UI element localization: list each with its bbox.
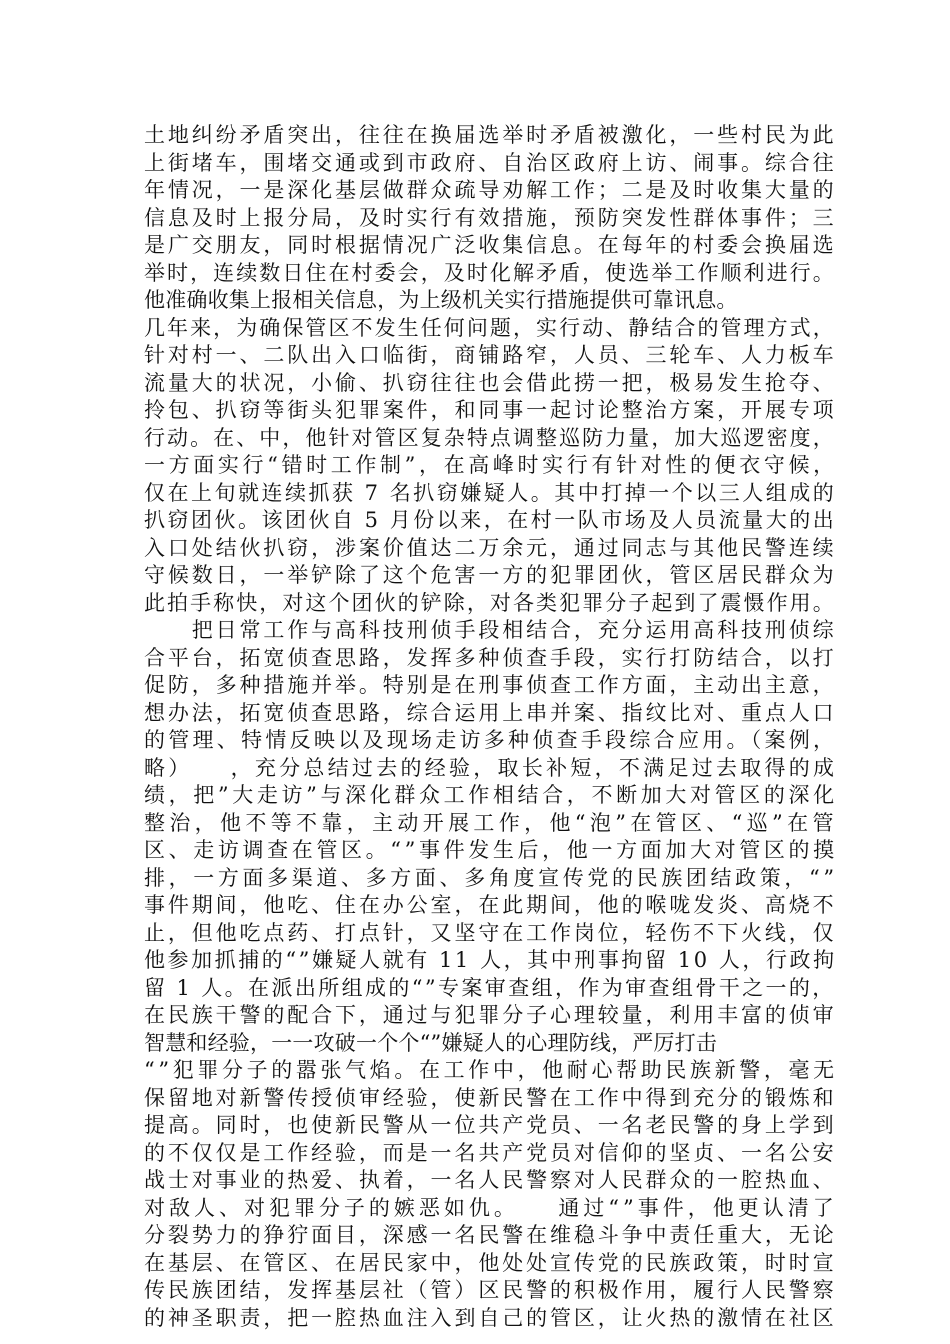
text-line: 行动。在、中，他针对管区复杂特点调整巡防力量，加大巡逻密度，: [144, 425, 836, 450]
text-line: 在民族干警的配合下，通过与犯罪分子心理较量，利用丰富的侦审: [144, 1003, 837, 1027]
text-line: 整治，他不等不靠，主动开展工作，他“泡”在管区、“巡”在管: [144, 810, 838, 835]
text-line: 保留地对新警传授侦审经验，使新民警在工作中得到充分的锻炼和: [144, 1085, 837, 1110]
text-line: 举时，连续数日住在村委会，及时化解矛盾，使选举工作顺利进行。: [144, 260, 836, 285]
text-line: 针对村一、二队出入口临街，商铺路窄，人员、三轮车、人力板车: [144, 343, 837, 367]
text-line: 拎包、扒窃等街头犯罪案件，和同事一起讨论整治方案，开展专项: [144, 398, 837, 422]
text-line: 的不仅仅是工作经验，而是一名共产党员对信仰的坚贞、一名公安: [144, 1140, 837, 1165]
text-line: 此拍手称快，对这个团伙的铲除，对各类犯罪分子起到了震慑作用。: [144, 590, 836, 615]
text-line: 合平台，拓宽侦查思路，发挥多种侦查手段，实行打防结合，以打: [144, 645, 837, 670]
text-line: 的神圣职责，把一腔热血注入到自己的管区，让火热的激情在社区: [144, 1305, 837, 1330]
text-line: 留 1 人。在派出所组成的“”专案审查组，作为审查组骨干之一的，: [144, 975, 836, 1000]
text-line: 信息及时上报分局，及时实行有效措施，预防突发性群体事件；三: [144, 205, 837, 230]
text-line: 扒窃团伙。该团伙自 5 月份以来，在村一队市场及人员流量大的出: [144, 508, 837, 532]
text-line: 略） ，充分总结过去的经验，取长补短，不满足过去取得的成: [144, 755, 838, 780]
text-line: 他参加抓捕的“”嫌疑人就有 11 人，其中刑事拘留 10 人，行政拘: [144, 948, 837, 972]
text-line: 土地纠纷矛盾突出，往往在换届选举时矛盾被激化，一些村民为此: [144, 123, 837, 147]
text-line: 是广交朋友，同时根据情况广泛收集信息。在每年的村委会换届选: [144, 233, 837, 257]
text-line: 把日常工作与高科技刑侦手段相结合，充分运用高科技刑侦综: [144, 618, 837, 642]
text-line: 他准确收集上报相关信息，为上级机关实行措施提供可靠讯息。: [144, 288, 738, 312]
text-line: 仅在上旬就连续抓获 7 名扒窃嫌疑人。其中打掉一个以三人组成的: [144, 480, 837, 505]
text-line: “”犯罪分子的嚣张气焰。在工作中，他耐心帮助民族新警，毫无: [144, 1058, 838, 1082]
body-text: [144, 122, 838, 1332]
text-line: 区、走访调查在管区。“”事件发生后，他一方面加大对管区的摸: [144, 838, 838, 862]
text-line: 分裂势力的狰狞面目，深感一名民警在维稳斗争中责任重大，无论: [144, 1223, 837, 1247]
text-line: 传民族团结，发挥基层社（管）区民警的积极作用，履行人民警察: [144, 1278, 837, 1302]
text-line: 促防，多种措施并举。特别是在刑事侦查工作方面，主动出主意，: [144, 673, 837, 697]
text-line: 一方面实行“错时工作制”，在高峰时实行有针对性的便衣守候，: [144, 453, 838, 477]
text-line: 提高。同时，也使新民警从一位共产党员、一名老民警的身上学到: [144, 1113, 837, 1137]
text-line: 守候数日，一举铲除了这个危害一方的犯罪团伙，管区居民群众为: [144, 563, 837, 587]
text-line: 对敌人、对犯罪分子的嫉恶如仇。 通过“”事件，他更认清了: [144, 1195, 838, 1220]
text-line: 的管理、特情反映以及现场走访多种侦查手段综合应用。（案例，: [144, 728, 838, 752]
text-line: 绩，把”大走访”与深化群众工作相结合，不断加大对管区的深化: [144, 783, 838, 807]
text-line: 止，但他吃点药、打点针，又坚守在工作岗位，轻伤不下火线，仅: [144, 920, 837, 945]
text-line: 上街堵车，围堵交通或到市政府、自治区政府上访、闹事。综合往: [144, 150, 837, 175]
text-line: 战士对事业的热爱、执着，一名人民警察对人民群众的一腔热血、: [144, 1168, 837, 1192]
text-line: 想办法，拓宽侦查思路，综合运用上串并案、指纹比对、重点人口: [144, 700, 837, 725]
text-line: 智慧和经验，一一攻破一个个“”嫌疑人的心理防线，严厉打击: [144, 1030, 718, 1055]
text-line: 年情况，一是深化基层做群众疏导劝解工作；二是及时收集大量的: [144, 178, 837, 202]
text-line: 入口处结伙扒窃，涉案价值达二万余元，通过同志与其他民警连续: [144, 535, 837, 560]
text-line: 流量大的状况，小偷、扒窃往往也会借此捞一把，极易发生抢夺、: [144, 370, 837, 395]
text-line: 事件期间，他吃、住在办公室，在此期间，他的喉咙发炎、高烧不: [144, 893, 837, 917]
text-line: 在基层、在管区、在居民家中，他处处宣传党的民族政策，时时宣: [144, 1250, 837, 1275]
text-line: 排，一方面多渠道、多方面、多角度宣传党的民族团结政策，“”: [144, 865, 838, 890]
text-line: 几年来，为确保管区不发生任何问题，实行动、静结合的管理方式，: [144, 315, 836, 340]
